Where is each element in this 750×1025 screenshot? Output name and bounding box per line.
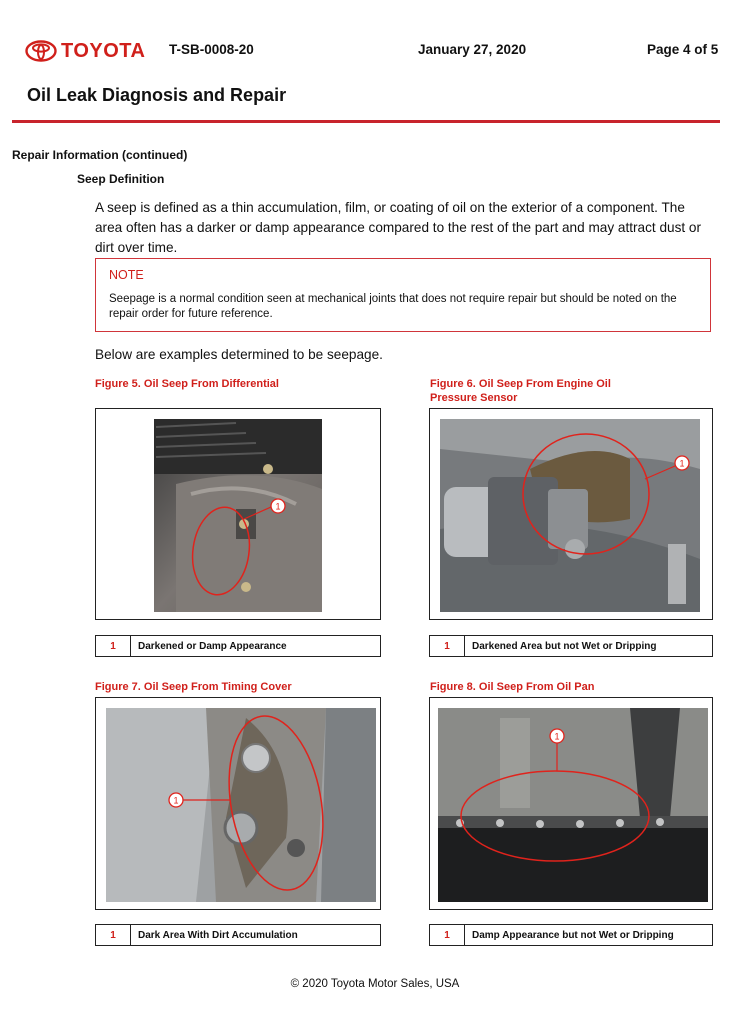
figure-7-caption: Figure 7. Oil Seep From Timing Cover [95,681,292,693]
seep-definition-paragraph: A seep is defined as a thin accumulation, film, or coating of oil on the exterior of a component. The area often has a darker or damp appearance compared to the rest of the part and may attract dust or dirt over time. [95,200,702,255]
figure-7-legend [95,924,381,946]
toyota-emblem-icon [25,40,57,62]
figure-6-frame [429,408,713,620]
figure-8-oil-pan-photo [430,698,711,908]
legend-text: Damp Appearance but not Wet or Dripping [472,929,674,941]
figure-5-differential-photo [96,409,379,618]
figure-8-callout: 1 [554,731,560,742]
examples-intro: Below are examples determined to be seepage. [95,347,383,362]
document-date: January 27, 2020 [418,42,527,57]
figure-5-callout: 1 [275,501,281,512]
figure-8-caption: Figure 8. Oil Seep From Oil Pan [430,681,595,693]
figure-8-legend [429,924,713,946]
figure-7-frame [95,697,381,910]
toyota-logo [25,36,145,66]
figure-7-timing-cover-photo [96,698,379,908]
legend-number: 1 [96,925,131,945]
note-box [95,258,711,332]
note-body: Seepage is a normal condition seen at mechanical joints that does not require repair but should be noted on the repair order for future reference. [109,293,677,320]
legend-number: 1 [430,636,465,656]
section-heading: Repair Information (continued) [12,148,188,162]
figure-6-pressure-sensor-photo [430,409,711,618]
figure-6-legend [429,635,713,657]
page-title: Oil Leak Diagnosis and Repair [27,85,287,105]
subsection-heading: Seep Definition [77,172,165,186]
figure-5-frame [95,408,381,620]
legend-number: 1 [430,925,465,945]
figure-7-callout: 1 [173,795,179,806]
document-id: T-SB-0008-20 [169,42,254,57]
figure-5-caption: Figure 5. Oil Seep From Differential [95,378,279,390]
figure-8-frame [429,697,713,910]
title-divider [12,120,720,123]
figure-6-caption: Figure 6. Oil Seep From Engine Oil Pressure Sensor [430,378,611,404]
brand-wordmark: TOYOTA [61,39,146,62]
note-heading: NOTE [109,268,144,282]
page-number: Page 4 of 5 [647,42,719,57]
legend-text: Darkened Area but not Wet or Dripping [472,640,657,652]
figure-5-legend [95,635,381,657]
copyright-footer: © 2020 Toyota Motor Sales, USA [290,978,460,990]
legend-text: Darkened or Damp Appearance [138,640,287,652]
legend-number: 1 [96,636,131,656]
figure-6-callout: 1 [679,458,685,469]
legend-text: Dark Area With Dirt Accumulation [138,929,298,941]
